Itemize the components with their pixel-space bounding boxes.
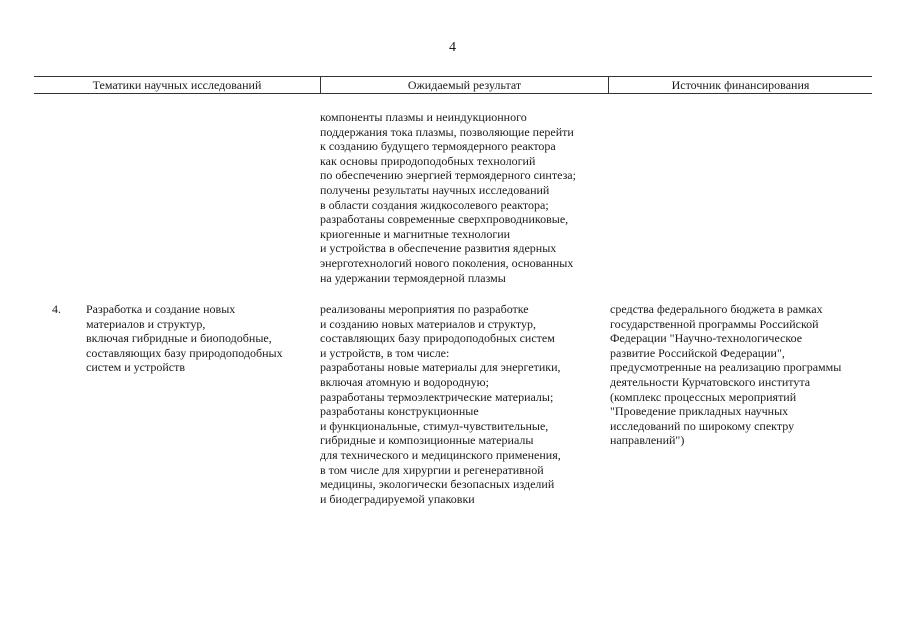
- text-line: в области создания жидкосолевого реактора;: [320, 197, 549, 212]
- text-line: поддержания тока плазмы, позволяющие перейти: [320, 124, 574, 139]
- text-line: направлений"): [610, 433, 685, 448]
- row-number: 4.: [52, 302, 61, 316]
- funding-cell: [610, 302, 841, 448]
- text-line: государственной программы Российской: [610, 316, 819, 331]
- text-line: для технического и медицинского применения,: [320, 447, 561, 462]
- text-line: включая гибридные и биоподобные,: [86, 331, 272, 346]
- text-line: (комплекс процессных мероприятий: [610, 389, 797, 404]
- text-line: Федерации "Научно-технологическое: [610, 331, 803, 346]
- text-line: компоненты плазмы и неиндукционного: [320, 110, 527, 124]
- text-line: материалов и структур,: [86, 316, 206, 331]
- text-line: и функциональные, стимул-чувствительные,: [320, 418, 549, 433]
- text-line: криогенные и магнитные технологии: [320, 226, 511, 241]
- text-line: предусмотренные на реализацию программы: [610, 360, 842, 375]
- header-funding: Источник финансирования: [671, 78, 810, 92]
- text-line: на удержании термоядерной плазмы: [320, 270, 506, 285]
- header-result: Ожидаемый результат: [407, 78, 522, 92]
- text-line: реализованы мероприятия по разработке: [320, 302, 529, 316]
- text-line: и устройств, в том числе:: [320, 345, 450, 360]
- text-line: включая атомную и водородную;: [320, 374, 489, 389]
- text-line: и созданию новых материалов и структур,: [320, 316, 537, 331]
- text-line: развитие Российской Федерации",: [610, 345, 785, 360]
- text-line: составляющих базу природоподобных систем: [320, 331, 555, 346]
- text-line: и устройства в обеспечение развития ядерных: [320, 241, 557, 256]
- text-line: систем и устройств: [86, 360, 186, 375]
- table-header: [34, 76, 872, 94]
- text-line: составляющих базу природоподобных: [86, 345, 283, 360]
- text-line: по обеспечению энергией термоядерного синтеза;: [320, 168, 576, 183]
- text-line: и биодеградируемой упаковки: [320, 491, 475, 506]
- text-line: разработаны современные сверхпроводниковые,: [320, 212, 569, 227]
- text-line: в том числе для хирургии и регенеративной: [320, 462, 544, 477]
- text-line: средства федерального бюджета в рамках: [610, 302, 823, 316]
- text-line: к созданию будущего термоядерного реактора: [320, 139, 556, 154]
- text-line: гибридные и композиционные материалы: [320, 433, 534, 448]
- continuation-result-cell: [320, 110, 576, 285]
- text-line: деятельности Курчатовского института: [610, 374, 811, 389]
- result-cell: [320, 302, 561, 506]
- text-line: разработаны термоэлектрические материалы;: [320, 389, 554, 404]
- page-number: 4: [449, 40, 456, 55]
- header-topics: Тематики научных исследований: [92, 78, 262, 92]
- text-line: "Проведение прикладных научных: [610, 404, 789, 419]
- text-line: разработаны новые материалы для энергетики,: [320, 360, 561, 375]
- text-line: исследований по широкому спектру: [610, 418, 795, 433]
- text-line: Разработка и создание новых: [86, 302, 236, 316]
- text-line: получены результаты научных исследований: [320, 182, 550, 197]
- text-line: разработаны конструкционные: [320, 404, 479, 419]
- text-line: как основы природоподобных технологий: [320, 153, 536, 168]
- topic-cell: [86, 302, 283, 375]
- text-line: медицины, экологически безопасных изделий: [320, 477, 555, 492]
- text-line: энерготехнологий нового поколения, основанных: [320, 255, 574, 270]
